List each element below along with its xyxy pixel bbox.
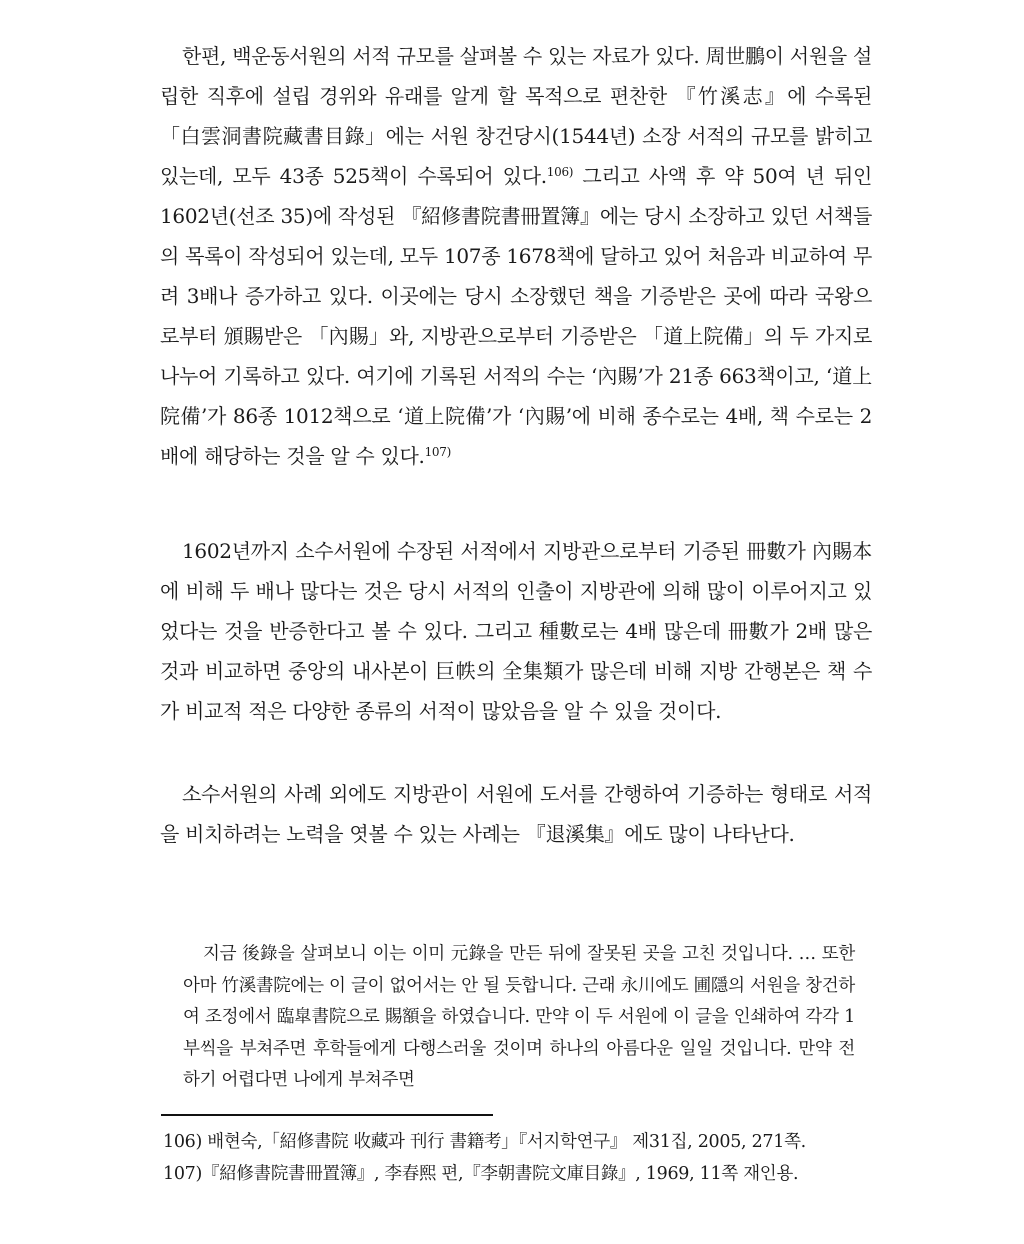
paragraph-1-text-b: 그리고 사액 후 약 50여 년 뒤인 1602년(선조 35)에 작성된 『紹修書院書冊置簿』에는 당시 소장하고 있던 서책들의 목록이 작성되어 있는데, 모두 107종 1678책에 달하고 있어 처음과 비교하여 무려 3배나 증가하고 있다. 이곳에는 당시 소장했던 책을 기증받은 곳에 따라 국왕으로부터 頒賜받은 「內賜」와, 지방관으로부터 기증받은 「道上院備」의 두 가지로 나누어 기록하고 있다. 여기에 기록된 서적의 수는 ‘內賜’가 21종 663책이고, ‘道上院備’가 86종 1012책으로 ‘道上院備’가 ‘內賜’에 비해 종수로는 4배, 책 수로는 2배에 해당하는 것을 알 수 있다. [160,164,872,468]
block-quote: 지금 後錄을 살펴보니 이는 이미 元錄을 만든 뒤에 잘못된 곳을 고친 것입니다. … 또한 아마 竹溪書院에는 이 글이 없어서는 안 될 듯합니다. 근래 永川에도 圃隱의 서원을 창건하여 조정에서 臨皐書院으로 賜額을 하였습니다. 만약 이 두 서원에 이 글을 인쇄하여 각각 1부씩을 부쳐주면 후학들에게 다행스러울 것이며 하나의 아름다운 일일 것입니다. 만약 전하기 어렵다면 나에게 부쳐주면 [183,944,855,1090]
body-paragraph-1 [160,36,872,476]
paragraph-1-text-a: 한편, 백운동서원의 서적 규모를 살펴볼 수 있는 자료가 있다. 周世鵬이 서원을 설립한 직후에 설립 경위와 유래를 알게 할 목적으로 편찬한 『竹溪志』에 수록된 「白雲洞書院藏書目錄」에는 서원 창건당시(1544년) 소장 서적의 규모를 밝히고 있는데, 모두 43종 525책이 수록되어 있다. [160,44,872,188]
footnote-ref-106[interactable]: 106) [546,165,574,179]
footnote-separator [161,1114,493,1116]
footnote-ref-107[interactable]: 107) [424,445,451,459]
footnote-107: 107)『紹修書院書冊置簿』, 李春熙 편,『李朝書院文庫目錄』, 1969, 11쪽 재인용. [163,1164,799,1184]
body-paragraph-3: 소수서원의 사례 외에도 지방관이 서원에 도서를 간행하여 기증하는 형태로 서적을 비치하려는 노력을 엿볼 수 있는 사례는 『退溪集』에도 많이 나타난다. [160,782,872,846]
footnote-106: 106) 배현숙,「紹修書院 收藏과 刊行 書籍考」『서지학연구』 제31집, 2005, 271쪽. [163,1132,806,1152]
footnote-list [163,1126,875,1190]
body-paragraph-2: 1602년까지 소수서원에 수장된 서적에서 지방관으로부터 기증된 冊數가 內賜本에 비해 두 배나 많다는 것은 당시 서적의 인출이 지방관에 의해 많이 이루어지고 있었다는 것을 반증한다고 볼 수 있다. 그리고 種數로는 4배 많은데 冊數가 2배 많은 것과 비교하면 중앙의 내사본이 巨帙의 全集類가 많은데 비해 지방 간행본은 책 수가 비교적 적은 다양한 종류의 서적이 많았음을 알 수 있을 것이다. [160,539,873,723]
